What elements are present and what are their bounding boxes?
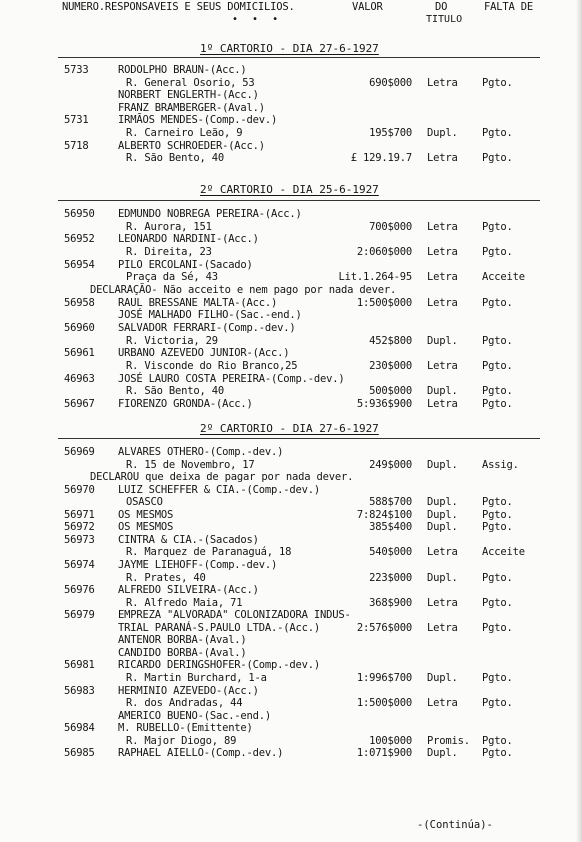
entry-number: 56984 (64, 722, 95, 735)
entry-falta: Pgto. (482, 521, 513, 534)
continua-note: -(Continúa)- (417, 819, 493, 831)
entry-name: IRMÃOS MENDES-(Comp.-dev.) (118, 114, 278, 127)
entry-number: 56976 (64, 584, 95, 596)
column-header-falta: FALTA DE (484, 1, 533, 13)
entry-name: R. Marquez de Paranaguá, 18 (126, 546, 292, 559)
entry-name: AMERICO BUENO-(Sac.-end.) (118, 709, 272, 722)
entry-tipo: Dupl. (427, 334, 458, 347)
entry-name: ALFREDO SILVEIRA-(Acc.) (118, 584, 259, 596)
entry-tipo: Dupl. (427, 671, 458, 684)
entry-valor: 1:071$900 (356, 747, 412, 760)
entry-name: RODOLPHO BRAUN-(Acc.) (118, 64, 247, 76)
header-dots: • • • (232, 14, 283, 25)
column-header-do: DO (435, 1, 448, 13)
entry-valor: 452$800 (369, 334, 412, 347)
entry-valor: 368$900 (369, 596, 412, 609)
entry-number: 56985 (64, 747, 95, 760)
entry-name: FIORENZO GRONDA-(Acc.) (118, 397, 253, 410)
entry-tipo: Letra (427, 220, 458, 233)
entry-name: TRIAL PARANÁ-S.PAULO LTDA.-(Acc.) (118, 621, 321, 634)
entry-valor: 195$700 (369, 127, 412, 139)
entry-name: R. São Bento, 40 (126, 152, 224, 165)
entry-name: Praça da Sé, 43 (126, 271, 218, 284)
entry-valor: 2:576$000 (356, 621, 412, 634)
entry-tipo: Letra (427, 621, 458, 634)
entry-falta: Acceite (482, 271, 525, 284)
entry-tipo: Letra (427, 546, 458, 559)
entry-tipo: Dupl. (427, 508, 458, 521)
entry-name: R. Visconde do Rio Branco,25 (126, 359, 298, 372)
entry-falta: Pgto. (482, 697, 513, 709)
entry-name: R. dos Andradas, 44 (126, 697, 243, 709)
entry-valor: 588$700 (369, 496, 412, 509)
entry-valor: £ 129.19.7 (350, 152, 412, 165)
entry-name: R. Prates, 40 (126, 571, 206, 584)
entry-valor: 1:500$000 (356, 697, 412, 709)
entry-tipo: Dupl. (427, 747, 458, 760)
entry-name: RAUL BRESSANE MALTA-(Acc.) (118, 296, 278, 309)
entry-name: ALVARES OTHERO-(Comp.-dev.) (118, 446, 284, 458)
entry-falta: Pgto. (482, 334, 513, 347)
entry-name: R. Major Diogo, 89 (126, 734, 237, 747)
entry-name: R. Aurora, 151 (126, 220, 212, 233)
entry-number: 56960 (64, 321, 95, 334)
entry-number: 56971 (64, 508, 95, 521)
entry-name: JOSÉ MALHADO FILHO-(Sac.-end.) (118, 309, 302, 322)
entry-number: 5718 (64, 139, 89, 152)
entry-number: 56972 (64, 521, 95, 534)
entry-falta: Pgto. (482, 296, 513, 309)
entry-tipo: Dupl. (427, 127, 458, 139)
entry-tipo: Letra (427, 397, 458, 410)
section-title: 1º CARTORIO - DIA 27-6-1927 (200, 42, 379, 55)
entry-tipo: Letra (427, 596, 458, 609)
entry-name: R. Victoria, 29 (126, 334, 218, 347)
entry-number: 56981 (64, 659, 95, 672)
entry-falta: Pgto. (482, 747, 513, 760)
entry-number: 56973 (64, 533, 95, 546)
entry-name: R. Martin Burchard, 1-a (126, 671, 267, 684)
entry-tipo: Promis. (427, 734, 470, 747)
entry-falta: Pgto. (482, 152, 513, 165)
entry-falta: Pgto. (482, 508, 513, 521)
entry-falta: Pgto. (482, 76, 513, 89)
entry-number: 56954 (64, 258, 95, 271)
entry-name: OS MESMOS (118, 508, 174, 521)
column-header-left: NUMERO.RESPONSAVEIS E SEUS DOMICILIOS. (62, 1, 295, 13)
entry-name: PILO ERCOLANI-(Sacado) (118, 258, 253, 271)
entry-valor: 1:996$700 (356, 671, 412, 684)
entry-number: 56961 (64, 347, 95, 360)
entry-valor: 230$000 (369, 359, 412, 372)
entry-tipo: Letra (427, 359, 458, 372)
entry-name: R. General Osorio, 53 (126, 76, 255, 89)
entry-name: EDMUNDO NOBREGA PEREIRA-(Acc.) (118, 208, 302, 220)
entry-falta: Assig. (482, 458, 519, 471)
entry-name: HERMINIO AZEVEDO-(Acc.) (118, 684, 259, 697)
entry-number: 56983 (64, 684, 95, 697)
entry-falta: Pgto. (482, 596, 513, 609)
entry-name: R. Alfredo Maia, 71 (126, 596, 243, 609)
entry-valor: 700$000 (369, 220, 412, 233)
column-header-valor: VALOR (352, 1, 383, 13)
entry-name: RAPHAEL AIELLO-(Comp.-dev.) (118, 747, 284, 760)
section-rule (58, 57, 540, 58)
entry-valor: 385$400 (369, 521, 412, 534)
entry-valor: 223$000 (369, 571, 412, 584)
scan-edge-shadow (576, 0, 582, 842)
entry-number: 46963 (64, 372, 95, 385)
entry-tipo: Letra (427, 152, 458, 165)
entry-name: FRANZ BRAMBERGER-(Aval.) (118, 101, 265, 114)
entry-name: CINTRA & CIA.-(Sacados) (118, 533, 259, 546)
entry-falta: Pgto. (482, 397, 513, 410)
section-rule (58, 438, 540, 439)
entry-number: 56967 (64, 397, 95, 410)
entry-valor: 540$000 (369, 546, 412, 559)
entry-number: 5733 (64, 64, 89, 76)
entry-name: ALBERTO SCHROEDER-(Acc.) (118, 139, 265, 152)
entry-name: R. São Bento, 40 (126, 385, 224, 398)
entry-falta: Pgto. (482, 359, 513, 372)
entry-valor: 249$000 (369, 458, 412, 471)
entry-number: 56974 (64, 559, 95, 571)
entry-valor: 690$000 (369, 76, 412, 89)
entry-valor: 100$000 (369, 734, 412, 747)
entry-name: JAYME LIEHOFF-(Comp.-dev.) (118, 559, 278, 571)
section-title: 2º CARTORIO - DIA 25-6-1927 (200, 183, 379, 196)
entry-number: 56969 (64, 446, 95, 458)
entry-tipo: Dupl. (427, 496, 458, 509)
entry-name: R. Carneiro Leão, 9 (126, 127, 243, 139)
entry-name: M. RUBELLO-(Emittente) (118, 722, 253, 735)
entry-tipo: Letra (427, 76, 458, 89)
entry-tipo: Letra (427, 245, 458, 258)
entry-name: RICARDO DERINGSHOFER-(Comp.-dev.) (118, 659, 321, 672)
section-title: 2º CARTORIO - DIA 27-6-1927 (200, 422, 379, 435)
entry-number: 5731 (64, 114, 89, 127)
entry-name: OS MESMOS (118, 521, 174, 534)
entry-falta: Pgto. (482, 385, 513, 398)
entry-tipo: Letra (427, 697, 458, 709)
entry-falta: Pgto. (482, 220, 513, 233)
entry-valor: 500$000 (369, 385, 412, 398)
entry-name: R. Direita, 23 (126, 245, 212, 258)
entry-falta: Pgto. (482, 496, 513, 509)
entry-valor: 1:500$000 (356, 296, 412, 309)
entry-tipo: Dupl. (427, 385, 458, 398)
entry-falta: Pgto. (482, 245, 513, 258)
entry-name: DECLAROU que deixa de pagar por nada dever. (90, 471, 354, 484)
entry-tipo: Letra (427, 296, 458, 309)
entry-falta: Pgto. (482, 671, 513, 684)
entry-name: JOSÉ LAURO COSTA PEREIRA-(Comp.-dev.) (118, 372, 345, 385)
column-header-titulo: TITULO (426, 14, 463, 25)
entry-tipo: Dupl. (427, 521, 458, 534)
entry-name: R. 15 de Novembro, 17 (126, 458, 255, 471)
entry-name: DECLARAÇÃO- Não acceito e nem pago por nada dever. (90, 283, 397, 296)
entry-name: OSASCO (126, 496, 163, 509)
entry-name: URBANO AZEVEDO JUNIOR-(Acc.) (118, 347, 290, 360)
entry-name: ANTENOR BORBA-(Aval.) (118, 634, 247, 647)
entry-name: LUIZ SCHEFFER & CIA.-(Comp.-dev.) (118, 483, 321, 496)
entry-number: 56950 (64, 208, 95, 220)
entry-number: 56970 (64, 483, 95, 496)
entry-valor: 5:936$900 (356, 397, 412, 410)
entry-tipo: Dupl. (427, 571, 458, 584)
entry-number: 56952 (64, 233, 95, 246)
entry-valor: Lit.1.264-95 (338, 271, 412, 284)
entry-tipo: Letra (427, 271, 458, 284)
entry-valor: 2:060$000 (356, 245, 412, 258)
entry-number: 56979 (64, 609, 95, 622)
entry-name: SALVADOR FERRARI-(Comp.-dev.) (118, 321, 296, 334)
entry-name: EMPREZA "ALVORADA" COLONIZADORA INDUS- (118, 609, 351, 622)
entry-falta: Pgto. (482, 571, 513, 584)
entry-falta: Pgto. (482, 127, 513, 139)
entry-tipo: Dupl. (427, 458, 458, 471)
entry-number: 56958 (64, 296, 95, 309)
section-rule (58, 200, 540, 201)
entry-falta: Acceite (482, 546, 525, 559)
entry-valor: 7:824$100 (356, 508, 412, 521)
entry-name: LEONARDO NARDINI-(Acc.) (118, 233, 259, 246)
entry-name: CANDIDO BORBA-(Aval.) (118, 646, 247, 659)
entry-name: NORBERT ENGLERTH-(Acc.) (118, 89, 259, 102)
entry-falta: Pgto. (482, 734, 513, 747)
entry-falta: Pgto. (482, 621, 513, 634)
